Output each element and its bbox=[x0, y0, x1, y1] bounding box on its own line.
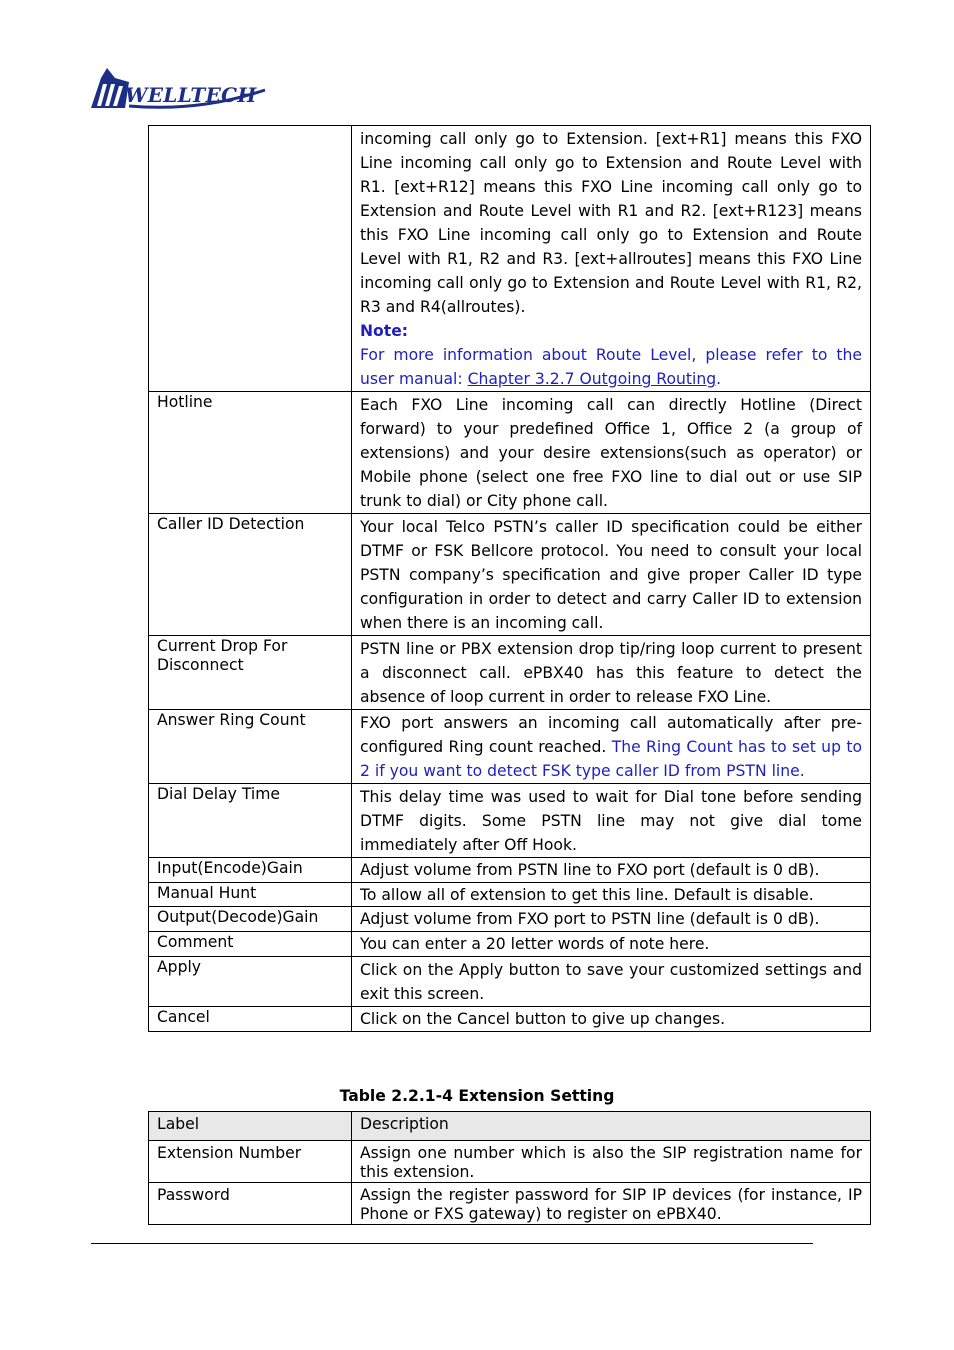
header-description: Description bbox=[352, 1112, 871, 1141]
description-cell: Click on the Cancel button to give up changes. bbox=[352, 1007, 871, 1032]
description-cell: You can enter a 20 letter words of note here. bbox=[352, 932, 871, 957]
description-cell: Adjust volume from PSTN line to FXO port (default is 0 dB). bbox=[352, 858, 871, 883]
table-row bbox=[149, 392, 871, 514]
description-cell: Assign one number which is also the SIP registration name for this extension. bbox=[352, 1141, 871, 1183]
logo-wordmark: WELLTECH bbox=[125, 83, 257, 107]
table-row bbox=[149, 710, 871, 784]
label-cell: Password bbox=[149, 1183, 352, 1225]
chapter-link[interactable]: Chapter 3.2.7 Outgoing Routing bbox=[467, 370, 717, 388]
table-row bbox=[149, 514, 871, 636]
table-caption: Table 2.2.1-4 Extension Setting bbox=[339, 1087, 615, 1105]
label-cell: Extension Number bbox=[149, 1141, 352, 1183]
description-cell: This delay time was used to wait for Dial tone before sending DTMF digits. Some PSTN line may not give dial tome immediately after Off Hook. bbox=[352, 784, 871, 858]
table-row bbox=[149, 858, 871, 883]
label-cell: Input(Encode)Gain bbox=[149, 858, 352, 883]
table-row bbox=[149, 126, 871, 392]
table-row bbox=[149, 932, 871, 957]
label-cell bbox=[149, 126, 352, 392]
table-row bbox=[149, 957, 871, 1007]
label-cell: Hotline bbox=[149, 392, 352, 514]
label-cell: Answer Ring Count bbox=[149, 710, 352, 784]
description-cell: Adjust volume from FXO port to PSTN line (default is 0 dB). bbox=[352, 907, 871, 932]
description-cell: FXO port answers an incoming call automatically after pre-configured Ring count reached. The Ring Count has to set up to 2 if you want to detect FSK type caller ID from PSTN line. bbox=[352, 710, 871, 784]
label-cell: Current Drop For Disconnect bbox=[149, 636, 352, 710]
logo-swoosh bbox=[89, 66, 269, 110]
description-cell: PSTN line or PBX extension drop tip/ring loop current to present a disconnect call. ePBX40 has this feature to detect the absence of loop current in order to release FXO Line. bbox=[352, 636, 871, 710]
extension-setting-table bbox=[148, 1111, 871, 1225]
header-label: Label bbox=[149, 1112, 352, 1141]
note-heading: Note: bbox=[360, 322, 409, 340]
description-cell: Assign the register password for SIP IP devices (for instance, IP Phone or FXS gateway) to register on ePBX40. bbox=[352, 1183, 871, 1225]
footer-divider bbox=[91, 1243, 813, 1244]
table-row bbox=[149, 784, 871, 858]
description-cell: Your local Telco PSTN’s caller ID specification could be either DTMF or FSK Bellcore protocol. You need to consult your local PSTN company’s specification and give proper Caller ID type configuration in order to detect and carry Caller ID to extension when there is an incoming call. bbox=[352, 514, 871, 636]
description-cell: incoming call only go to Extension. [ext+R1] means this FXO Line incoming call only go to Extension and Route Level with R1. [ext+R12] means this FXO Line incoming call only go to Extension and Route Level with R1 and R2. [ext+R123] means this FXO Line incoming call only go to Extension and Route Level with R1, R2 and R3. [ext+allroutes] means this FXO Line incoming call only go to Extension and Route Level with R1, R2, R3 and R4(allroutes). Note: For more information about Route Level, please refer to the user manual: Chapter 3.2.7 Outgoing Routing. bbox=[352, 126, 871, 392]
table-row bbox=[149, 1183, 871, 1225]
description-cell: Each FXO Line incoming call can directly Hotline (Direct forward) to your predefined Office 1, Office 2 (a group of extensions) and your desire extensions(such as operator) or Mobile phone (select one free FXO line to dial out or use SIP trunk to dial) or City phone call. bbox=[352, 392, 871, 514]
table-row bbox=[149, 883, 871, 907]
welltech-logo bbox=[89, 66, 269, 110]
description-cell: To allow all of extension to get this line. Default is disable. bbox=[352, 883, 871, 907]
label-cell: Apply bbox=[149, 957, 352, 1007]
label-cell: Dial Delay Time bbox=[149, 784, 352, 858]
label-cell: Manual Hunt bbox=[149, 883, 352, 907]
table-header-row bbox=[149, 1112, 871, 1141]
table-row bbox=[149, 636, 871, 710]
table-row bbox=[149, 907, 871, 932]
fxo-settings-table bbox=[148, 125, 871, 1032]
label-cell: Caller ID Detection bbox=[149, 514, 352, 636]
table-row bbox=[149, 1141, 871, 1183]
description-cell: Click on the Apply button to save your customized settings and exit this screen. bbox=[352, 957, 871, 1007]
label-cell: Cancel bbox=[149, 1007, 352, 1032]
label-cell: Output(Decode)Gain bbox=[149, 907, 352, 932]
table-row bbox=[149, 1007, 871, 1032]
label-cell: Comment bbox=[149, 932, 352, 957]
note-text: For more information about Route Level, please refer to the user manual: bbox=[360, 346, 862, 388]
